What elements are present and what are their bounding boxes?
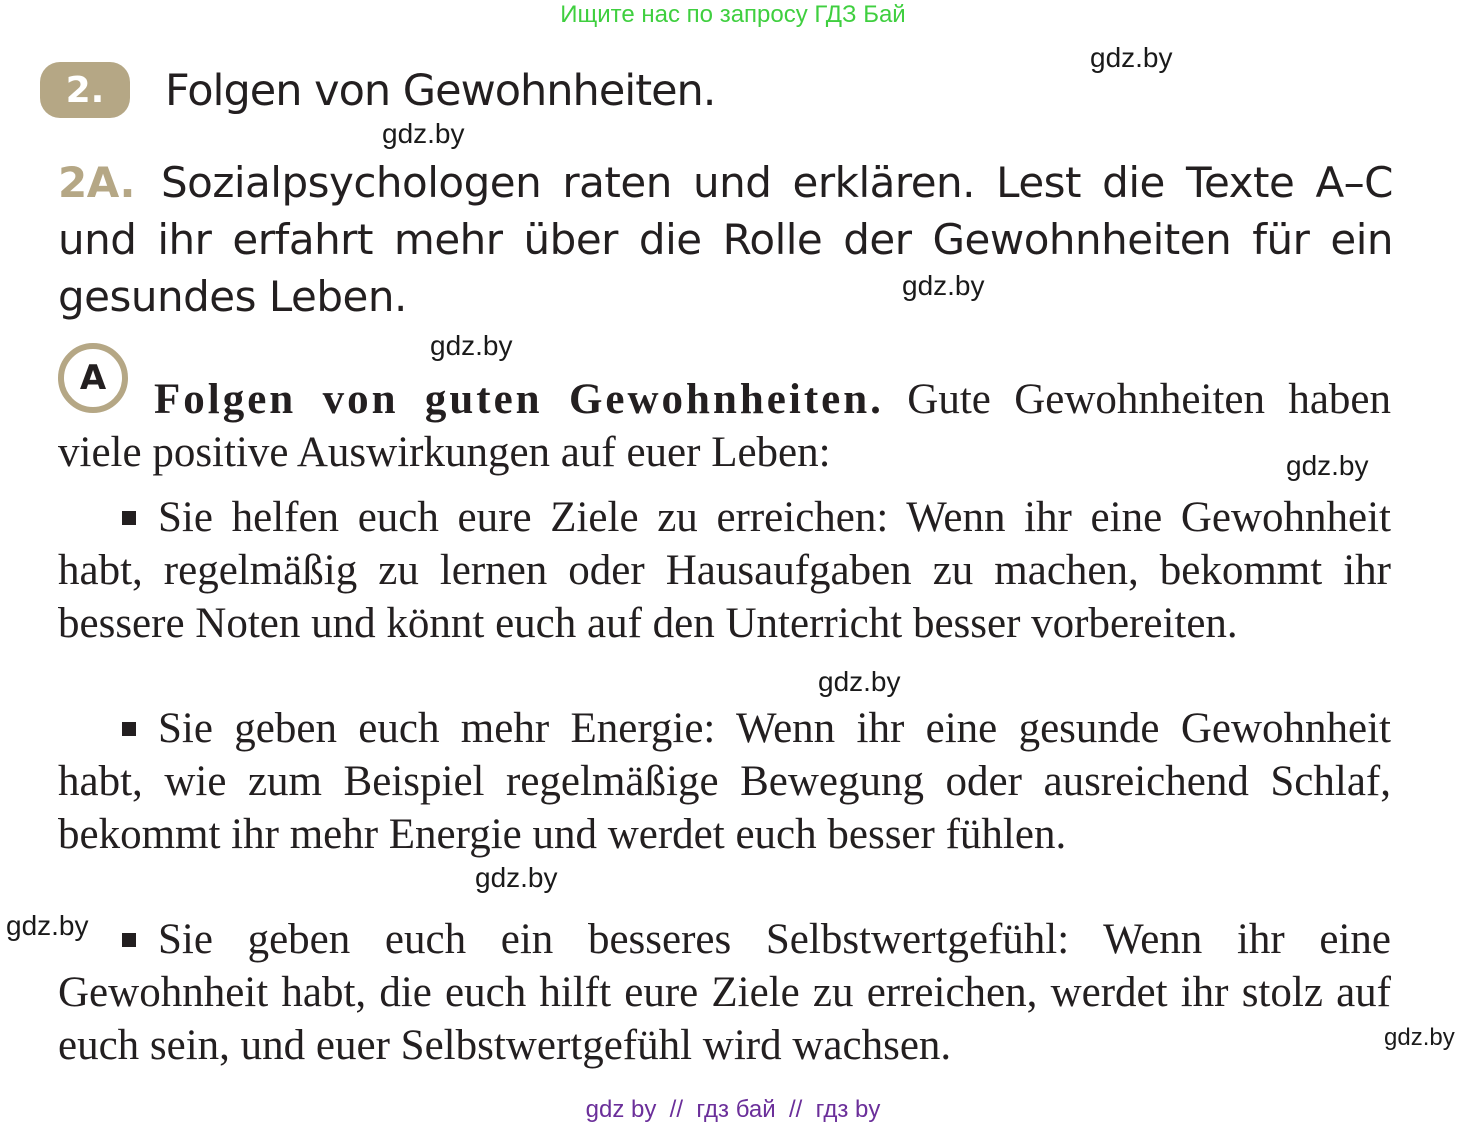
- watermark: gdz.by: [6, 910, 89, 941]
- text-a-marker: A: [58, 343, 128, 413]
- watermark: gdz.by: [1286, 450, 1369, 481]
- bullet-item: [58, 913, 1391, 1072]
- square-bullet-icon: [122, 722, 136, 736]
- watermark: gdz.by: [1384, 1024, 1455, 1051]
- task-text: Sozialpsychologen raten und erklären. Lest die Texte A–C und ihr erfahrt mehr über die Rolle der Gewohnheiten für ein gesundes Leben.: [58, 158, 1393, 321]
- text-a-intro: [58, 373, 1391, 479]
- watermark: gdz.by: [818, 666, 901, 697]
- top-banner: Ищите нас по запросу ГДЗ Бай: [560, 1, 906, 28]
- square-bullet-icon: [122, 511, 136, 525]
- footer-watermark: gdz by // гдз бай // гдз by: [585, 1096, 881, 1123]
- watermark: gdz.by: [430, 330, 513, 361]
- bullet-item: [58, 702, 1391, 861]
- watermark: gdz.by: [902, 270, 985, 301]
- text-a-intro-text: Gute Gewohnheiten haben viele positive Auswirkungen auf euer Leben:: [58, 376, 1392, 476]
- square-bullet-icon: [122, 933, 136, 947]
- watermark: gdz.by: [1090, 42, 1173, 73]
- task-instruction: [58, 154, 1393, 325]
- section-number-badge: 2.: [40, 62, 130, 118]
- bullet-item: [58, 491, 1391, 650]
- task-number: 2A.: [58, 158, 135, 207]
- section-title: Folgen von Gewohnheiten.: [165, 66, 716, 116]
- bullet-text: Sie geben euch ein besseres Selbstwertgefühl: Wenn ihr eine Gewohnheit habt, die euch hilft eure Ziele zu erreichen, werdet ihr stolz auf euch sein, und euer Selbstwertgefühl wird wachsen.: [58, 916, 1391, 1069]
- bullet-text: Sie geben euch mehr Energie: Wenn ihr eine gesunde Gewohnheit habt, wie zum Beispiel regelmäßige Bewegung oder ausreichend Schlaf, bekommt ihr mehr Energie und werdet euch besser fühlen.: [58, 705, 1391, 858]
- watermark: gdz.by: [475, 862, 558, 893]
- watermark: gdz.by: [382, 118, 465, 149]
- bullet-text: Sie helfen euch eure Ziele zu erreichen: Wenn ihr eine Gewohnheit habt, regelmäßig zu lernen oder Hausaufgaben zu machen, bekommt ihr bessere Noten und könnt euch auf den Unterricht besser vorbereiten.: [58, 494, 1391, 647]
- text-a-heading: Folgen von guten Gewohnheiten.: [154, 376, 884, 423]
